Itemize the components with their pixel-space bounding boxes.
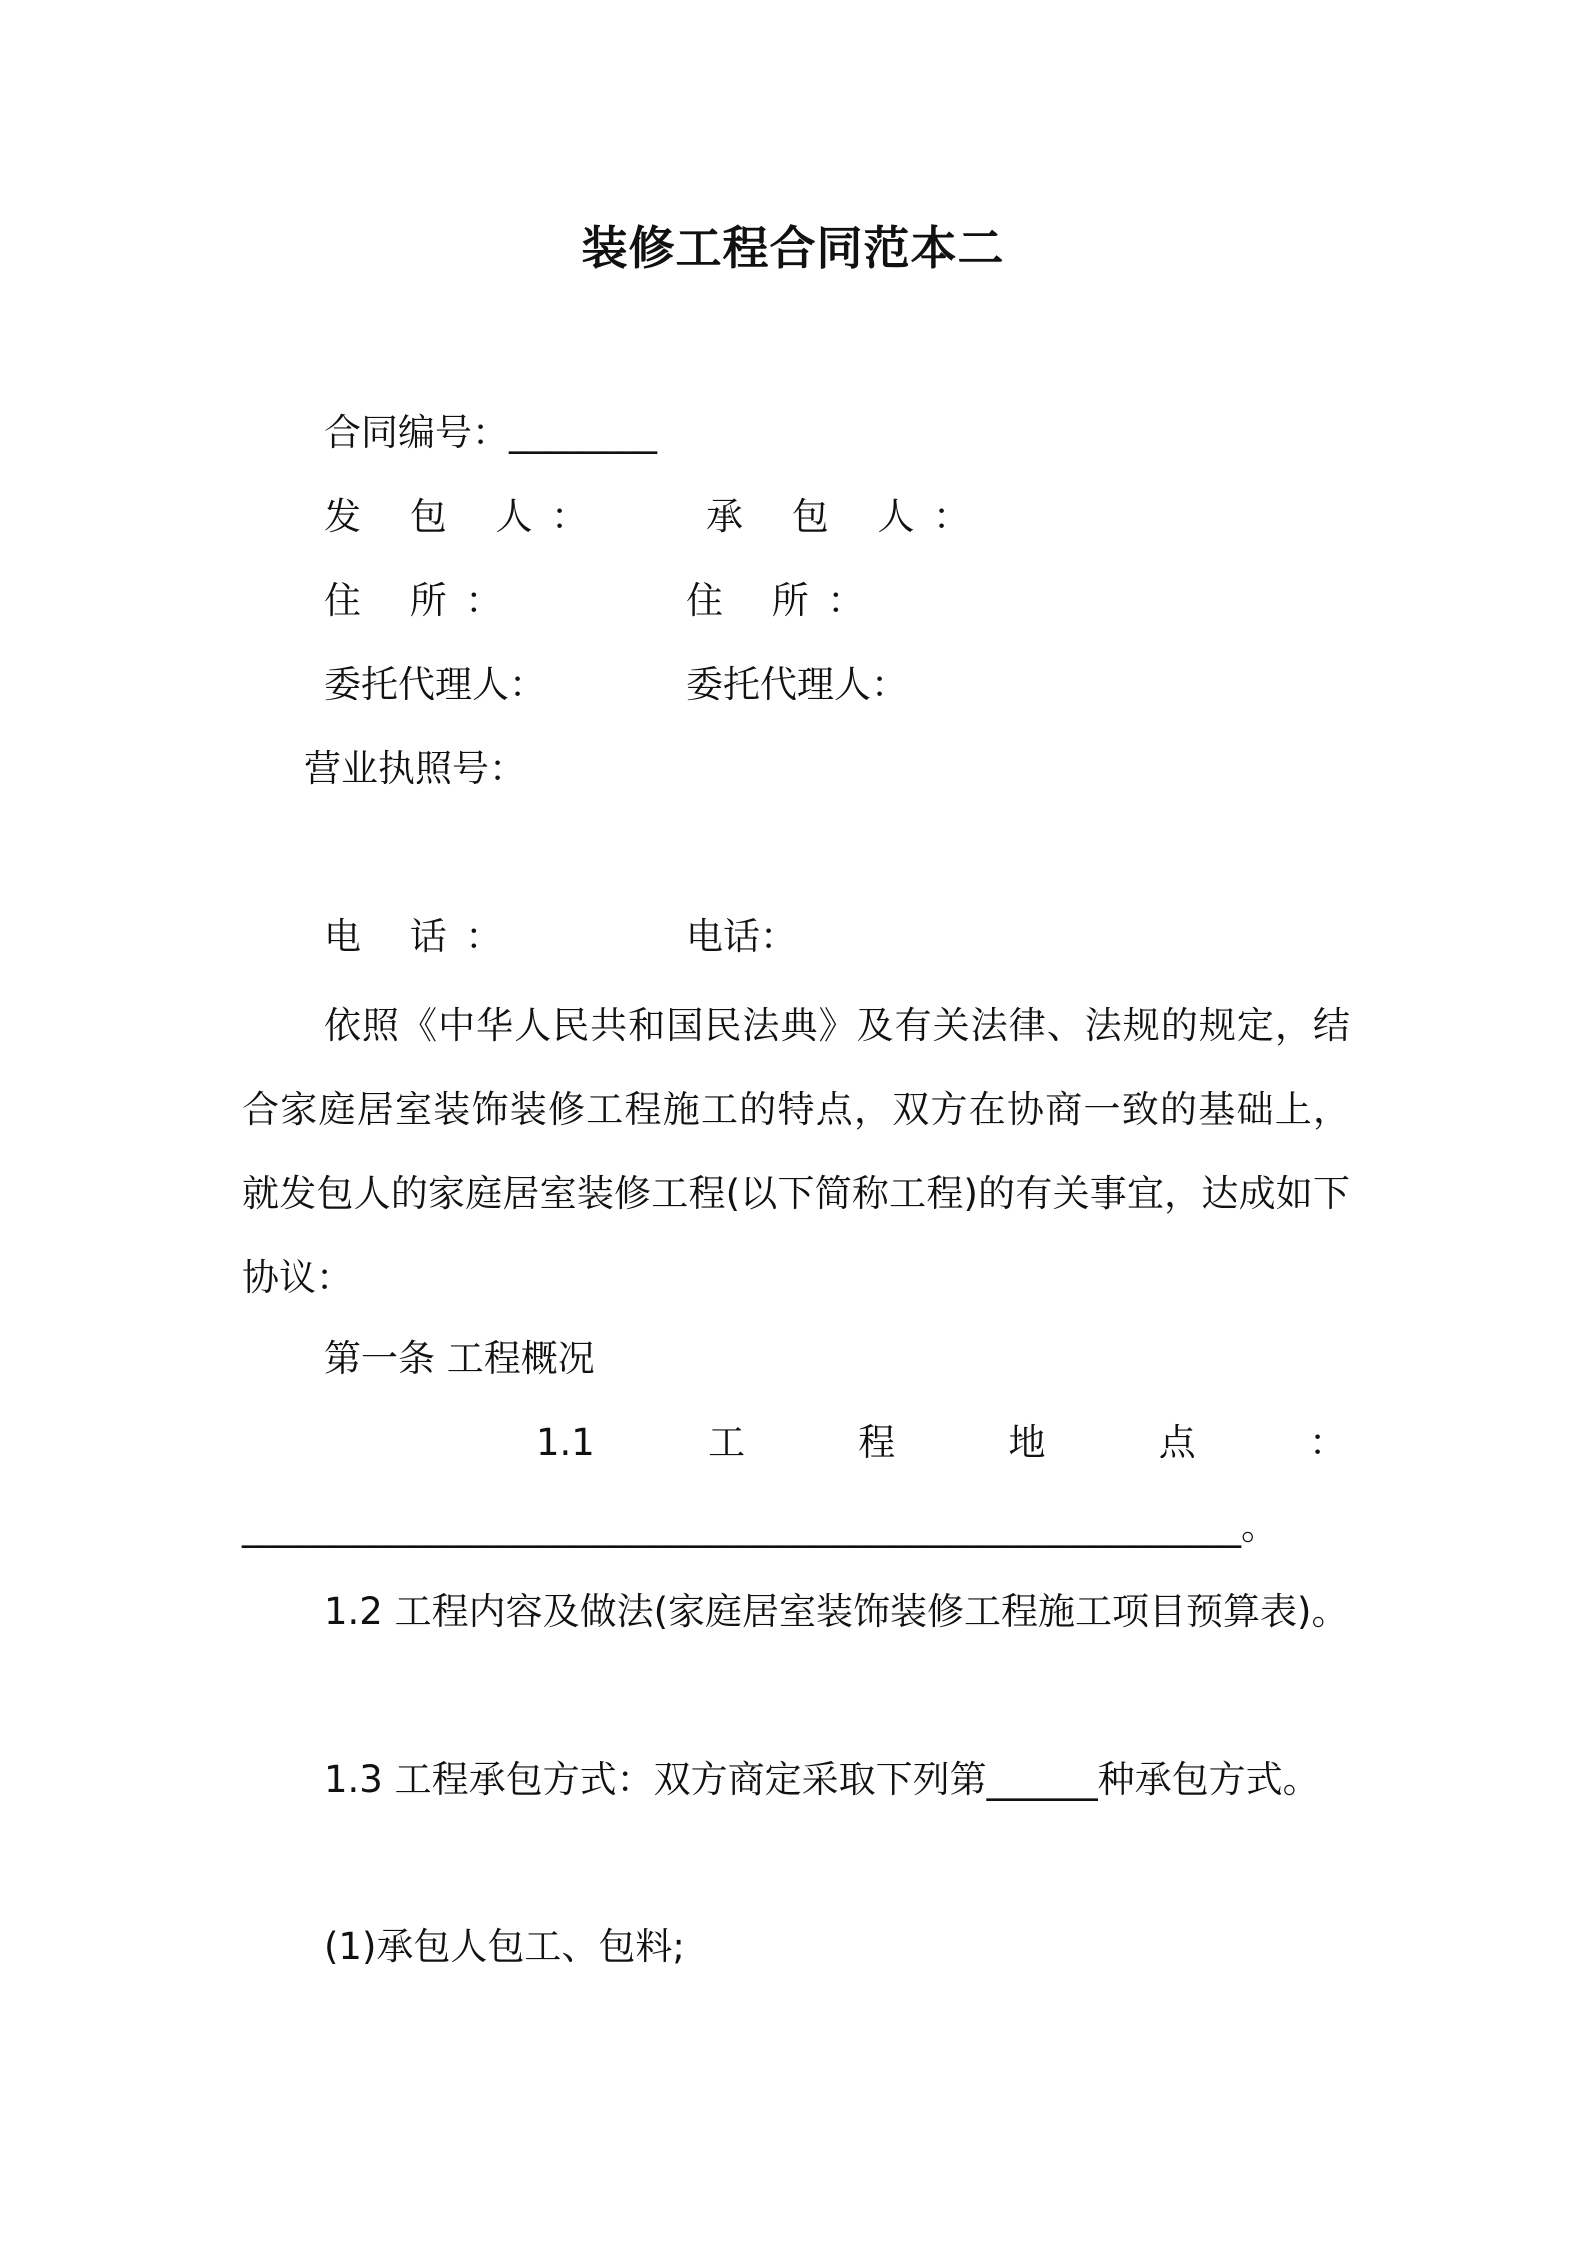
party-a-agent-label: 委托代理人： [324,663,546,706]
party-b-phone-label: 电话： [686,915,797,958]
item-1-1-number: 1.1 [536,1421,595,1464]
party-a-address-label: 住 所： [324,579,521,622]
item-1-2-paragraph: 1.2 工程内容及做法(家庭居室装饰装修工程施工项目预算表)。 [324,1590,1349,1633]
item-1-1-blank: ______________________________________________________。 [242,1505,1278,1548]
item-1-1-colon: ： [1308,1421,1346,1464]
party-a-phone-label: 电 话： [324,915,521,958]
contract-number-field: 合同编号：________ [324,411,657,454]
party-b-label: 承 包 人： [706,495,989,538]
item-1-1-char: 工 [708,1421,746,1464]
document-title: 装修工程合同范本二 [581,221,1005,275]
article-1-heading: 第一条 工程概况 [324,1337,595,1380]
option-1-text: (1)承包人包工、包料; [324,1925,685,1968]
item-1-1-char: 点 [1158,1421,1196,1464]
business-license-label: 营业执照号： [304,747,526,790]
item-1-1-char: 地 [1008,1421,1046,1464]
item-1-1-label [536,1418,1346,1468]
party-b-address-label: 住 所： [686,579,883,622]
item-1-1-char: 程 [858,1421,896,1464]
item-1-3-paragraph: 1.3 工程承包方式：双方商定采取下列第______种承包方式。 [324,1758,1320,1801]
party-b-agent-label: 委托代理人： [686,663,908,706]
party-a-label: 发 包 人： [324,495,607,538]
intro-paragraph: 依照《中华人民共和国民法典》及有关法律、法规的规定，结合家庭居室装饰装修工程施工的特点，双方在协商一致的基础上，就发包人的家庭居室装修工程(以下简称工程)的有关事宜，达成如下协议： [242,1004,1350,1299]
